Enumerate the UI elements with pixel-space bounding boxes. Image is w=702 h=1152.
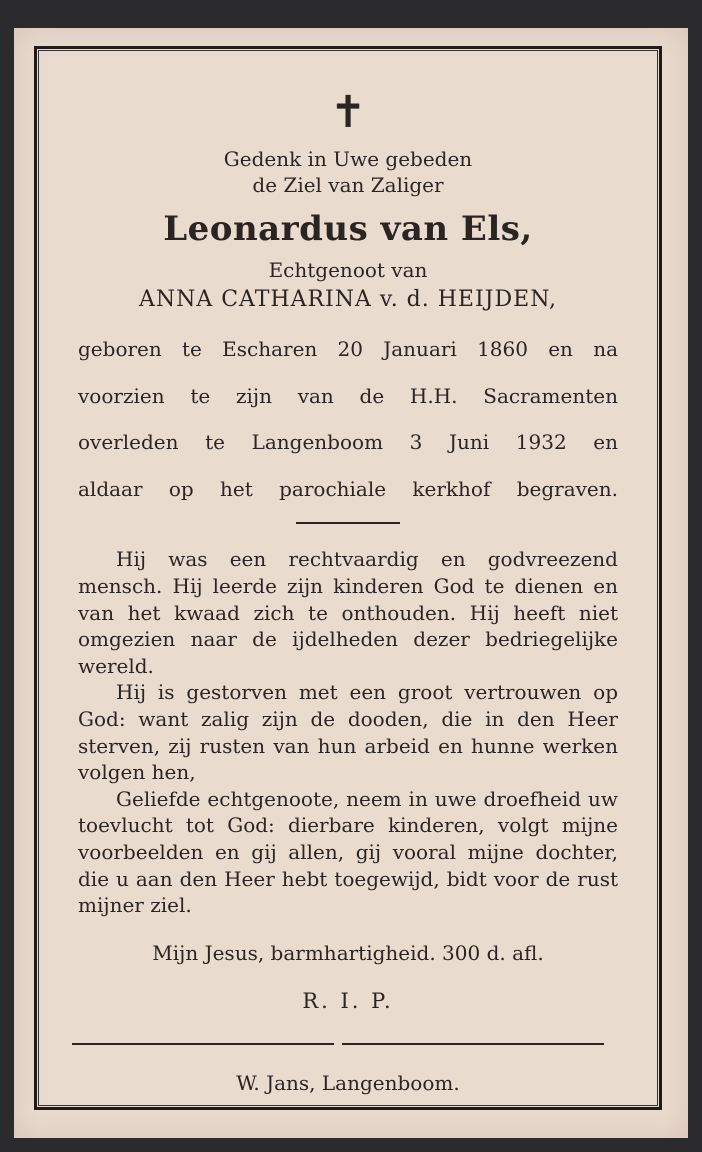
short-divider <box>296 522 400 524</box>
memorial-text <box>78 546 618 918</box>
spouse-intro: Echtgenoot van <box>268 258 428 282</box>
bio-line: voorzien te zijn van de H.H. Sacramenten <box>78 383 618 408</box>
prayer-indulgence: Mijn Jesus, barmhartigheid. 300 d. afl. <box>152 940 544 965</box>
card-content <box>78 86 618 1097</box>
printer-credit: W. Jans, Langenboom. <box>236 1070 460 1095</box>
intro-line-2: de Ziel van Zaliger <box>252 173 444 197</box>
paragraph: Hij is gestorven met een groot vertrouwen op God: want zalig zijn de dooden, die in den Heer sterven, zij rusten van hun arbeid en hunne werken volgen hen, <box>78 680 618 785</box>
bio-line: overleden te Langenboom 3 Juni 1932 en <box>78 430 618 455</box>
bottom-divider <box>72 1043 604 1045</box>
paragraph: Hij was een rechtvaardig en godvreezend mensch. Hij leerde zijn kinderen God te dienen en van het kwaad zich te onthouden. Hij heeft niet omgezien naar de ijdelheden dezer bedriegelijke wereld. <box>78 547 618 678</box>
intro-line-1: Gedenk in Uwe gebeden <box>223 147 473 171</box>
bio-line: aldaar op het parochiale kerkhof begraven. <box>78 476 618 501</box>
paragraph: Geliefde echtgenoote, neem in uwe droefheid uw toevlucht tot God: dierbare kinderen, volgt mijne voorbeelden en gij allen, gij vooral mijne dochter, die u aan den Heer hebt toegewijd, bidt voor de rust mijner ziel. <box>78 786 618 918</box>
divider-left <box>72 1043 334 1045</box>
divider-right <box>342 1043 604 1045</box>
deceased-name: Leonardus van Els, <box>163 209 533 249</box>
rip-text: R. I. P. <box>302 988 394 1013</box>
bio-line: geboren te Escharen 20 Januari 1860 en na <box>78 337 618 361</box>
biography <box>78 336 618 502</box>
spouse-name: ANNA CATHARINA v. d. HEIJDEN, <box>138 287 558 312</box>
cross-icon: ✝ <box>329 87 367 138</box>
